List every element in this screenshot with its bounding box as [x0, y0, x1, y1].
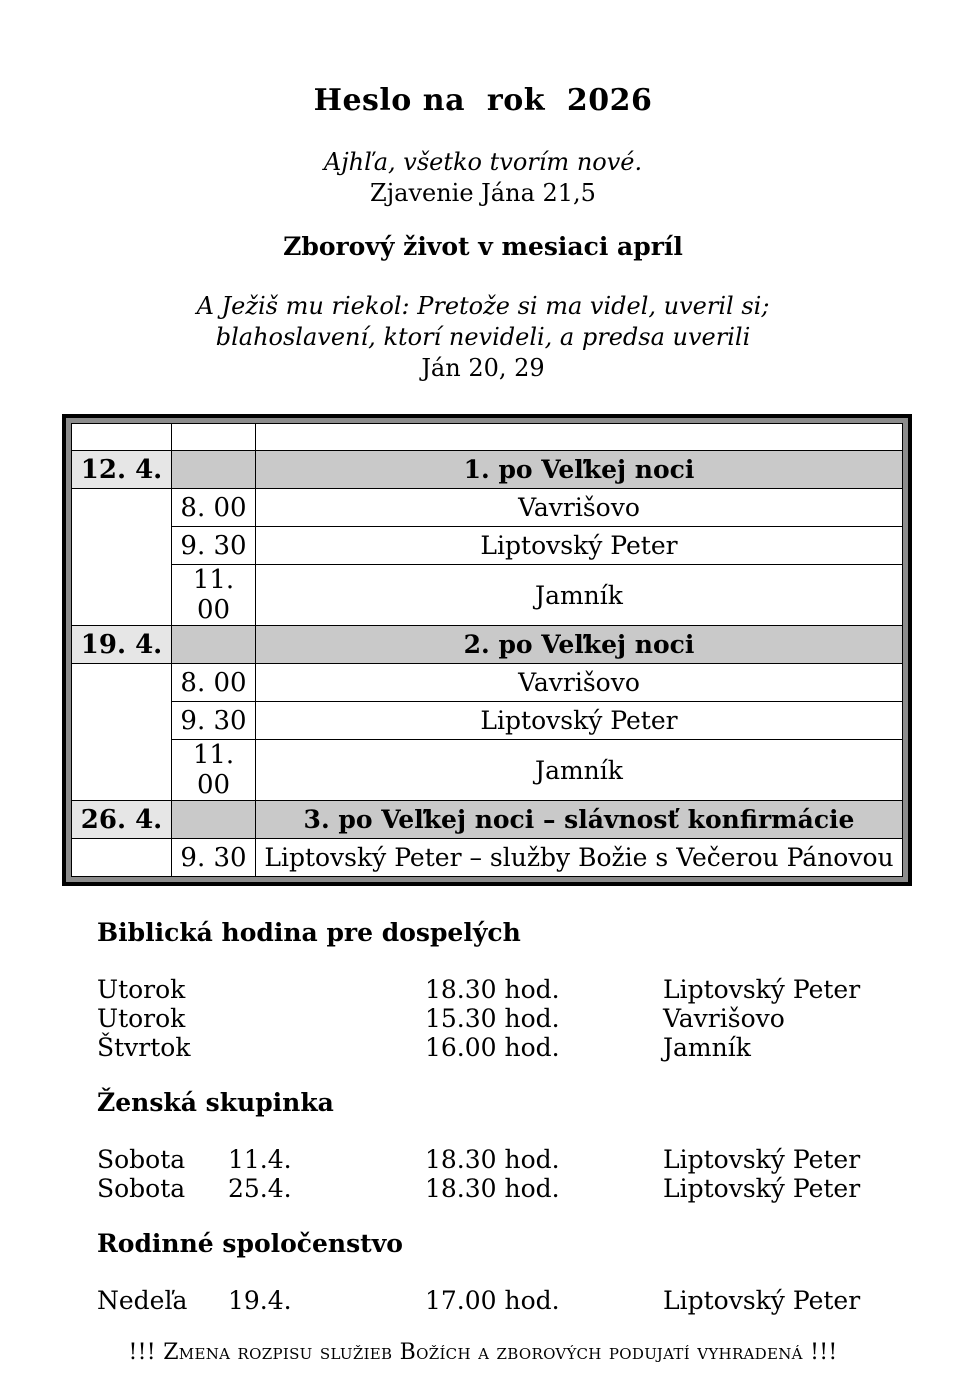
- sunday-title-cell: 2. po Veľkej noci: [256, 626, 903, 664]
- time-label: 17.00 hod.: [425, 1286, 560, 1315]
- place-label: Vavrišovo: [663, 1004, 785, 1033]
- section-heading: Ženská skupinka: [97, 1088, 334, 1117]
- page-title: Heslo na rok 2026: [313, 83, 653, 118]
- place-label: Liptovský Peter: [663, 1286, 861, 1315]
- motto-text: Ajhľa, všetko tvorím nové.: [323, 148, 643, 176]
- day-label: Utorok: [97, 1004, 186, 1033]
- quote-line-2: blahoslavení, ktorí nevideli, a predsa uverili: [215, 323, 751, 351]
- empty-cell: [172, 626, 256, 664]
- table-row-empty: [72, 424, 903, 451]
- list-item: [97, 1174, 906, 1203]
- date-label: [228, 1004, 425, 1033]
- section-family-fellowship: [97, 1229, 906, 1315]
- empty-date-cell: [72, 839, 172, 877]
- empty-cell: [172, 451, 256, 489]
- list-item: [97, 1286, 906, 1315]
- date-cell: 19. 4.: [72, 626, 172, 664]
- table-row: [72, 527, 903, 565]
- schedule-table-frame-inner: [66, 418, 908, 882]
- empty-cell: [72, 424, 172, 451]
- schedule-table-frame: [62, 414, 912, 886]
- group-header-row: [72, 801, 903, 839]
- motto-reference: Zjavenie Jána 21,5: [370, 179, 596, 207]
- date-label: 25.4.: [228, 1174, 292, 1203]
- place-cell: Vavrišovo: [256, 664, 903, 702]
- table-row: [72, 664, 903, 702]
- empty-cell: [172, 424, 256, 451]
- table-row: [72, 489, 903, 527]
- sunday-title-cell: 1. po Veľkej noci: [256, 451, 903, 489]
- date-label: [228, 975, 425, 1004]
- section-heading: Biblická hodina pre dospelých: [97, 918, 521, 947]
- time-label: 16.00 hod.: [425, 1033, 560, 1062]
- day-label: Sobota: [97, 1145, 186, 1174]
- section-rows: [97, 1145, 906, 1203]
- table-row: [72, 565, 903, 626]
- place-label: Liptovský Peter: [663, 1174, 861, 1203]
- quote-line-1: A Ježiš mu riekol: Pretože si ma videl, uveril si;: [196, 292, 770, 320]
- empty-date-cell: [72, 664, 172, 801]
- place-cell: Vavrišovo: [256, 489, 903, 527]
- place-cell: Liptovský Peter – služby Božie s Večerou Pánovou: [256, 839, 903, 877]
- place-label: Jamník: [663, 1033, 751, 1062]
- list-item: [97, 1145, 906, 1174]
- time-cell: 11. 00: [172, 565, 256, 626]
- place-cell: Jamník: [256, 740, 903, 801]
- time-cell: 11. 00: [172, 740, 256, 801]
- empty-date-cell: [72, 489, 172, 626]
- date-cell: 12. 4.: [72, 451, 172, 489]
- section-bible-class: [97, 918, 906, 1062]
- day-label: Štvrtok: [97, 1033, 191, 1062]
- section-rows: [97, 975, 906, 1062]
- list-item: [97, 1033, 906, 1062]
- table-row: [72, 839, 903, 877]
- place-label: Liptovský Peter: [663, 975, 861, 1004]
- section-heading: Rodinné spoločenstvo: [97, 1229, 403, 1258]
- time-label: 15.30 hod.: [425, 1004, 560, 1033]
- change-disclaimer-note: !!! Zmena rozpisu služieb Božích a zborových podujatí vyhradená !!!: [128, 1340, 838, 1365]
- day-label: Nedeľa: [97, 1286, 188, 1315]
- time-label: 18.30 hod.: [425, 975, 560, 1004]
- time-cell: 8. 00: [172, 489, 256, 527]
- section-womens-group: [97, 1088, 906, 1203]
- list-item: [97, 975, 906, 1004]
- schedule-table: [71, 423, 903, 877]
- date-label: 19.4.: [228, 1286, 292, 1315]
- date-cell: 26. 4.: [72, 801, 172, 839]
- group-header-row: [72, 626, 903, 664]
- table-row: [72, 702, 903, 740]
- place-cell: Jamník: [256, 565, 903, 626]
- day-label: Sobota: [97, 1174, 186, 1203]
- time-cell: 9. 30: [172, 527, 256, 565]
- place-cell: Liptovský Peter: [256, 527, 903, 565]
- place-label: Liptovský Peter: [663, 1145, 861, 1174]
- section-rows: [97, 1286, 906, 1315]
- time-cell: 8. 00: [172, 664, 256, 702]
- day-label: Utorok: [97, 975, 186, 1004]
- table-row: [72, 740, 903, 801]
- time-label: 18.30 hod.: [425, 1174, 560, 1203]
- month-section-title: Zborový život v mesiaci apríl: [283, 232, 683, 261]
- date-label: 11.4.: [228, 1145, 292, 1174]
- date-label: [228, 1033, 425, 1062]
- quote-reference: Ján 20, 29: [421, 354, 545, 382]
- list-item: [97, 1004, 906, 1033]
- sunday-title-cell: 3. po Veľkej noci – slávnosť konfirmácie: [256, 801, 903, 839]
- place-cell: Liptovský Peter: [256, 702, 903, 740]
- time-label: 18.30 hod.: [425, 1145, 560, 1174]
- group-header-row: [72, 451, 903, 489]
- time-cell: 9. 30: [172, 702, 256, 740]
- empty-cell: [172, 801, 256, 839]
- empty-cell: [256, 424, 903, 451]
- time-cell: 9. 30: [172, 839, 256, 877]
